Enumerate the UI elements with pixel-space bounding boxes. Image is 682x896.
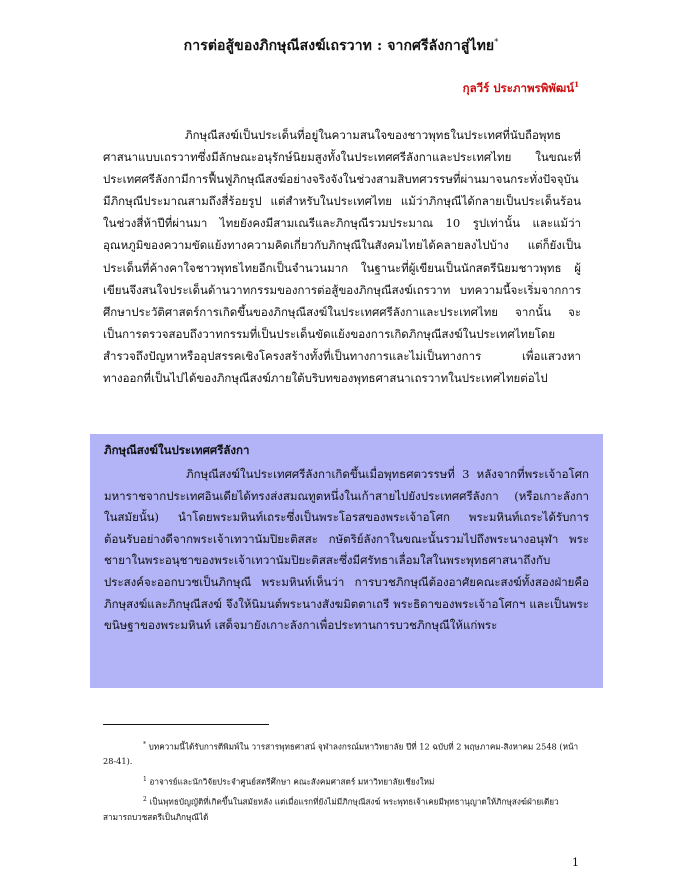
footnote-text: อาจารย์และนักวิจัยประจำศูนย์สตรีศึกษา คณะสังคมศาสตร์ มหาวิทยาลัยเชียงใหม่ <box>149 776 435 787</box>
page-number: 1 <box>572 856 579 869</box>
footnotes <box>103 738 581 828</box>
footnote-mark: 1 <box>143 775 147 783</box>
section-paragraph: ภิกษุณีสงฆ์ในประเทศศรีลังกาเกิดขึ้นเมื่อพุทธศตวรรษที่ 3 หลังจากที่พระเจ้าอโศกมหาราชจากประเทศอินเดียได้ทรงส่งสมณทูตหนึ่งในเก้าสายไปยังประเทศศรีลังกา (หรือเกาะลังกาในสมัยนั้น) นำโดยพระมหินท์เถระซึ่งเป็นพระโอรสของพระเจ้าอโศก พระมหินท์เถระได้รับการต้อนรับอย่างดีจากพระเจ้าเทวานัมปิยะติสสะ กษัตริย์ลังกาในขณะนั้นรวมไปถึงพระนางอนุฬา พระชายาในพระอนุชาของพระเจ้าเทวานัมปิยะติสสะซึ่งมีศรัทธาเลื่อมใสในพระพุทธศาสนาถึงกับประสงค์จะออกบวชเป็นภิกษุณี พระมหินท์เห็นว่า การบวชภิกษุณีต้องอาศัยคณะสงฆ์ทั้งสองฝ่ายคือ ภิกษุสงฆ์และภิกษุณีสงฆ์ จึงให้นิมนต์พระนางสังฆมิตตาเถรี พระธิดาของพระเจ้าอโศกฯ และเป็นพระขนิษฐาของพระมหินท์ เสด็จมายังเกาะลังกาเพื่อประทานการบวชภิกษุณีให้แก่พระ <box>104 467 589 633</box>
footnote-item <box>103 738 581 769</box>
footnote-text: เป็นพุทธบัญญัติที่เกิดขึ้นในสมัยหลัง แต่เมื่อแรกที่ยังไม่มีภิกษุณีสงฆ์ พระพุทธเจ้าเคยมีพุทธานุญาตให้ภิกษุสงฆ์ฝ่ายเดียวสามารถบวชสตรีเป็นภิกษุณีได้ <box>103 796 559 822</box>
footnote-item <box>103 793 581 824</box>
footnote-mark: 2 <box>143 796 147 804</box>
author-name: กุลวีร์ ประภาพรพิพัฒน์ <box>462 81 575 95</box>
footnote-mark: * <box>143 741 146 748</box>
intro-section <box>103 124 581 389</box>
footnote-separator <box>103 724 269 725</box>
author-line <box>463 80 579 98</box>
intro-paragraph: ภิกษุณีสงฆ์เป็นประเด็นที่อยู่ในความสนใจของชาวพุทธในประเทศที่นับถือพุทธศาสนาแบบเถรวาทซึ่งมีลักษณะอนุรักษ์นิยมสูงทั้งในประเทศศรีลังกาและประเทศไทย ในขณะที่ประเทศศรีลังกามีการฟื้นฟูภิกษุณีสงฆ์อย่างจริงจังในช่วงสามสิบทศวรรษที่ผ่านมาจนกระทั่งปัจจุบันมีภิกษุณีประมาณสามถึงสี่ร้อยรูป แต่สำหรับในประเทศไทย แม้ว่าภิกษุณีได้กลายเป็นประเด็นร้อนในช่วงสี่ห้าปีที่ผ่านมา ไทยยังคงมีสามเณรีและภิกษุณีรวมประมาณ 10 รูปเท่านั้น และแม้ว่าอุณหภูมิของความขัดแย้งทางความคิดเกี่ยวกับภิกษุณีในสังคมไทยได้คลายลงไปบ้าง แต่ก็ยังเป็นประเด็นที่ค้างคาใจชาวพุทธไทยอีกเป็นจำนวนมาก ในฐานะที่ผู้เขียนเป็นนักสตรีนิยมชาวพุทธ ผู้เขียนจึงสนใจประเด็นด้านวาทกรรมของการต่อสู้ของภิกษุณีสงฆ์เถรวาท บทความนี้จะเริ่มจากการศึกษาประวัติศาสตร์การเกิดขึ้นของภิกษุณีสงฆ์ในประเทศศรีลังกาและประเทศไทย จากนั้น จะเป็นการตรวจสอบถึงวาทกรรมที่เป็นประเด็นขัดแย้งของการเกิดภิกษุณีสงฆ์ในประเทศไทยโดยสำรวจถึงปัญหาหรืออุปสรรคเชิงโครงสร้างทั้งที่เป็นทางการและไม่เป็นทางการ เพื่อแสวงหาทางออกที่เป็นไปได้ของภิกษุณีสงฆ์ภายใต้บริบทของพุทธศาสนาเถรวาทในประเทศไทยต่อไป <box>103 128 581 386</box>
footnote-item <box>103 773 581 789</box>
footnote-text: บทความนี้ได้รับการตีพิมพ์ใน วารสารพุทธศาสน์ จุฬาลงกรณ์มหาวิทยาลัย ปีที่ 12 ฉบับที่ 2 พฤษภาคม-สิงหาคม 2548 (หน้า 28-41). <box>103 741 579 767</box>
section-heading: ภิกษุณีสงฆ์ในประเทศศรีลังกา <box>104 443 250 457</box>
title-text: การต่อสู้ของภิกษุณีสงฆ์เถรวาท : จากศรีลังกาสู่ไทย <box>183 38 495 54</box>
sri-lanka-section-box <box>90 434 603 688</box>
title-footnote-mark: * <box>494 37 499 47</box>
author-footnote-mark: 1 <box>574 80 579 90</box>
section-body <box>104 464 589 637</box>
document-title <box>0 35 682 57</box>
